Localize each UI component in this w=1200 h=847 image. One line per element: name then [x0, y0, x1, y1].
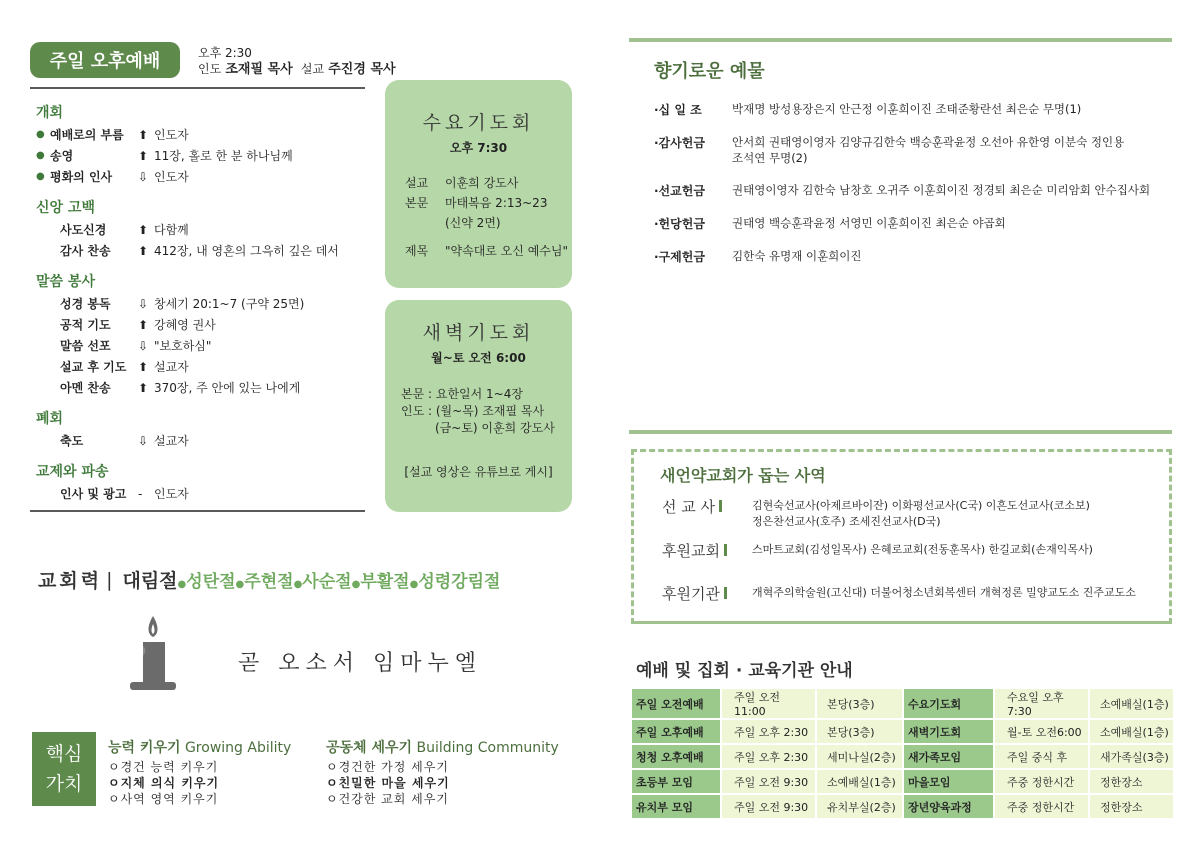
- guide-time: 주일 오전11:00: [722, 689, 815, 718]
- mission-label: [662, 496, 752, 530]
- guide-name: 장년양육과정: [904, 795, 993, 818]
- divider: [629, 38, 1172, 42]
- mission-row: [662, 583, 1162, 604]
- offering-row: [654, 182, 1174, 199]
- mission-label: [662, 540, 752, 561]
- stand-arrow-icon: ⬆: [138, 222, 149, 237]
- wednesday-row-value: 이훈희 강도사: [445, 176, 519, 190]
- wednesday-time: 오후 7:30: [449, 141, 508, 155]
- core-value-title-en: Growing Ability: [184, 740, 292, 756]
- order-item-name: 아멘 찬송: [60, 381, 111, 395]
- core-value-item: ㅇ지체 의식 키우기: [108, 776, 220, 790]
- offering-label: ·선교헌금: [654, 184, 705, 198]
- bar-marker: [719, 500, 722, 512]
- guide-row: [632, 745, 1173, 768]
- mission-label: [662, 583, 752, 604]
- core-value-item: ㅇ사역 영역 키우기: [108, 792, 219, 806]
- advent-phrase: 곧 오소서 임마누엘: [238, 651, 483, 676]
- order-item: [36, 335, 376, 356]
- dot-icon: ●: [351, 579, 361, 590]
- order-item-value: 370장, 주 안에 있는 나에게: [154, 381, 301, 395]
- guide-place: 세미나실(2층): [817, 745, 902, 768]
- guide-time: 수요일 오후7:30: [995, 689, 1088, 718]
- calendar-season: 주현절: [244, 572, 294, 592]
- order-item-value: "보호하심": [154, 339, 212, 353]
- order-item: [36, 166, 376, 187]
- guide-row: [632, 770, 1173, 793]
- core-values-groups: [108, 737, 586, 807]
- order-item: [36, 240, 376, 261]
- core-label-top: 핵심: [45, 743, 83, 765]
- guide-time: 주일 중식 후: [995, 745, 1088, 768]
- mission-label-text: 선 교 사: [662, 498, 716, 516]
- guide-name: 초등부 모임: [632, 770, 720, 793]
- stand-arrow-icon: ⬆: [138, 127, 149, 142]
- offering-names: 권태영이영자 김한숙 남창호 오귀주 이훈희이진 정경퇴 최은순 미리암회 안수집사회: [732, 183, 1151, 197]
- guide-time: 주일 오전 9:30: [722, 770, 815, 793]
- offering-names: 안서희 권태영이영자 김양규김한숙 백승훈곽윤정 오선아 유한영 이분숙 정인용 조석연 무명(2): [732, 135, 1125, 165]
- offering-row: [654, 215, 1174, 232]
- wednesday-title: 수요기도회: [422, 112, 535, 134]
- order-item-value: 강혜영 권사: [154, 318, 216, 332]
- guide-place: 본당(3층): [817, 720, 902, 743]
- guide-place: 정한장소: [1090, 795, 1173, 818]
- wednesday-box: [385, 80, 572, 288]
- sit-arrow-icon: ⇩: [138, 169, 149, 184]
- order-item-name: 감사 찬송: [60, 244, 111, 258]
- guide-place: 소예배실(1층): [817, 770, 902, 793]
- core-value-group: [326, 737, 586, 807]
- guide-table: [630, 687, 1175, 820]
- offerings-title: 향기로운 예물: [654, 61, 765, 82]
- calendar-season: 성탄절: [186, 572, 236, 592]
- offerings-list: [654, 101, 1174, 281]
- dot-icon: ●: [177, 579, 187, 590]
- offering-row: [654, 101, 1174, 118]
- order-item: [36, 219, 376, 240]
- guide-time: 주일 오후 2:30: [722, 745, 815, 768]
- core-value-item: ㅇ친밀한 마을 세우기: [326, 776, 450, 790]
- core-value-item: ㅇ건강한 교회 세우기: [326, 792, 449, 806]
- order-item: [36, 314, 376, 335]
- mission-line: 정은찬선교사(호주) 조세진선교사(D국): [752, 515, 941, 528]
- wednesday-row: [405, 174, 572, 194]
- divider: [30, 87, 365, 89]
- offering-names: 박재명 방성용장은지 안근정 이훈희이진 조태준황란선 최은순 무명(1): [732, 102, 1082, 116]
- order-item-name: 인사 및 광고: [60, 487, 127, 501]
- calendar-season: 부활절: [360, 572, 410, 592]
- wednesday-row: [405, 194, 572, 214]
- core-value-title: [108, 737, 326, 757]
- order-item: [36, 145, 376, 166]
- divider: [30, 510, 365, 512]
- stand-arrow-icon: ⬆: [138, 359, 149, 374]
- stand-arrow-icon: ⬆: [138, 243, 149, 258]
- core-value-title: [326, 737, 586, 757]
- guide-place: 정한장소: [1090, 770, 1173, 793]
- mission-line: 스마트교회(김성일목사) 은혜로교회(전동훈목사) 한길교회(손재익목사): [752, 543, 1093, 556]
- offering-label: ·십 일 조: [654, 103, 702, 117]
- order-item-name: 예배로의 부름: [50, 128, 124, 142]
- section-heading: 개회: [36, 105, 64, 121]
- guide-time: 주일 오후 2:30: [722, 720, 815, 743]
- sunday-pm-title: 주일 오후예배: [30, 42, 180, 78]
- guide-row: [632, 795, 1173, 818]
- core-value-item: ㅇ경건 능력 키우기: [108, 760, 219, 774]
- calendar-others: [178, 567, 501, 592]
- order-item-name: 공적 기도: [60, 318, 111, 332]
- order-item: [36, 124, 376, 145]
- core-values-label: [32, 732, 96, 806]
- dash-icon: -: [138, 486, 143, 501]
- guide-time: 주중 정한시간: [995, 770, 1088, 793]
- missions-title: 새언약교회가 돕는 사역: [660, 466, 826, 485]
- core-value-title-ko: 능력 키우기: [108, 740, 181, 756]
- order-item-value: 창세기 20:1~7 (구약 25면): [154, 297, 305, 311]
- offering-label: ·헌당헌금: [654, 217, 705, 231]
- sunday-pm-leaders: [198, 58, 396, 77]
- wednesday-row: [405, 242, 572, 262]
- divider: [629, 430, 1172, 434]
- wednesday-row-label: [405, 214, 445, 238]
- order-item-name: 송영: [50, 149, 74, 163]
- guide-name: 주일 오전예배: [632, 689, 720, 718]
- guide-time: 주일 오전 9:30: [722, 795, 815, 818]
- order-item-value: 다함께: [154, 223, 189, 237]
- dawn-line: (금~토) 이훈희 강도사: [435, 421, 555, 435]
- stand-arrow-icon: ⬆: [138, 148, 149, 163]
- sermon-name: 주진경 목사: [328, 62, 396, 77]
- mission-lines: [752, 540, 1093, 561]
- bar-marker: [724, 587, 727, 599]
- guide-name: 새가족모임: [904, 745, 993, 768]
- wednesday-row-label: 본문: [405, 196, 429, 210]
- section-heading: 말씀 봉사: [36, 274, 95, 290]
- mission-line: 개혁주의학술원(고신대) 더불어청소년회복센터 개혁정론 밀양교도소 진주교도소: [752, 586, 1136, 599]
- calendar-season: 사순절: [302, 572, 352, 592]
- calendar-label: 교회력: [38, 570, 103, 592]
- lead-label: 인도: [198, 62, 222, 76]
- wednesday-row-label: 설교: [405, 176, 429, 190]
- lead-name: 조재필 목사: [225, 62, 293, 77]
- dawn-time: 월~토 오전 6:00: [431, 351, 526, 365]
- church-calendar: 교회력 | 대림절 ●성탄절●주현절●사순절●부활절●성령강림절: [38, 566, 500, 593]
- order-item-value: 인도자: [154, 128, 189, 142]
- mission-label-text: 후원교회: [662, 542, 720, 560]
- wednesday-row: [405, 214, 572, 238]
- wednesday-row-value: (신약 2면): [445, 216, 501, 230]
- stand-arrow-icon: ⬆: [138, 380, 149, 395]
- guide-name: 새벽기도회: [904, 720, 993, 743]
- wednesday-row-value: "약속대로 오신 예수님": [445, 244, 568, 258]
- mission-row: [662, 540, 1162, 561]
- order-item-name: 성경 봉독: [60, 297, 111, 311]
- offering-label: ·구제헌금: [654, 250, 705, 264]
- guide-name: 마을모임: [904, 770, 993, 793]
- order-item: [36, 377, 376, 398]
- dawn-line: 본문 : 요한일서 1~4장: [401, 387, 523, 401]
- order-item-value: 인도자: [154, 487, 189, 501]
- order-item: [36, 356, 376, 377]
- section-heading: 신앙 고백: [36, 200, 95, 216]
- order-item: [36, 483, 376, 504]
- guide-place: 유치부실(2층): [817, 795, 902, 818]
- dawn-box: [385, 300, 572, 512]
- core-value-title-ko: 공동체 세우기: [326, 740, 413, 756]
- bullet-icon: ●: [36, 129, 45, 140]
- sunday-pm-time: 오후 2:30: [198, 46, 252, 60]
- wednesday-row-value: 마태복음 2:13~23: [445, 196, 548, 210]
- mission-lines: [752, 496, 1090, 530]
- order-item-value: 설교자: [154, 434, 189, 448]
- dot-icon: ●: [235, 579, 245, 590]
- offering-row: [654, 248, 1174, 265]
- dawn-line: 인도 : (월~목) 조재필 목사: [401, 404, 545, 418]
- order-item-name: 설교 후 기도: [60, 360, 127, 374]
- order-item-name: 사도신경: [60, 223, 107, 237]
- guide-title: 예배 및 집회 · 교육기관 안내: [636, 661, 853, 681]
- guide-place: 소예배실(1층): [1090, 689, 1173, 718]
- sermon-label: 설교: [300, 62, 325, 76]
- mission-label-text: 후원기관: [662, 585, 720, 603]
- missions-list: [662, 496, 1162, 626]
- mission-line: 김현숙선교사(아제르바이잔) 이화평선교사(C국) 이흔도선교사(코소보): [752, 499, 1090, 512]
- guide-time: 주중 정한시간: [995, 795, 1088, 818]
- offering-label: ·감사헌금: [654, 136, 705, 150]
- order-item: [36, 293, 376, 314]
- order-item-name: 평화의 인사: [50, 170, 113, 184]
- section-heading: 교제와 파송: [36, 464, 109, 480]
- guide-name: 주일 오후예배: [632, 720, 720, 743]
- sit-arrow-icon: ⇩: [138, 433, 149, 448]
- calendar-season: 성령강림절: [418, 572, 501, 592]
- dawn-title: 새벽기도회: [422, 322, 535, 344]
- offering-row: [654, 134, 1174, 166]
- order-item-value: 설교자: [154, 360, 189, 374]
- guide-name: 청청 오후예배: [632, 745, 720, 768]
- order-item-name: 축도: [60, 434, 84, 448]
- guide-row: [632, 720, 1173, 743]
- bullet-icon: ●: [36, 171, 45, 182]
- worship-order: [36, 100, 376, 504]
- dot-icon: ●: [409, 579, 419, 590]
- order-item-name: 말씀 선포: [60, 339, 111, 353]
- guide-row: [632, 689, 1173, 718]
- core-value-item: ㅇ경건한 가정 세우기: [326, 760, 449, 774]
- mission-lines: [752, 583, 1136, 604]
- stand-arrow-icon: ⬆: [138, 317, 149, 332]
- candle-icon: [126, 612, 180, 696]
- core-value-group: [108, 737, 326, 807]
- guide-name: 유치부 모임: [632, 795, 720, 818]
- wednesday-row-label: 제목: [405, 244, 429, 258]
- guide-place: 본당(3층): [817, 689, 902, 718]
- order-item-value: 11장, 홀로 한 분 하나님께: [154, 149, 293, 163]
- dawn-note: [설교 영상은 유튜브로 게시]: [404, 465, 553, 479]
- dot-icon: ●: [293, 579, 303, 590]
- calendar-current: 대림절: [122, 570, 178, 592]
- bullet-icon: ●: [36, 150, 45, 161]
- core-label-bottom: 가치: [45, 773, 83, 795]
- core-value-title-en: Building Community: [416, 740, 559, 756]
- offering-names: 권태영 백승훈곽윤정 서영민 이훈희이진 최은순 야곱회: [732, 216, 1006, 230]
- guide-place: 새가족실(3층): [1090, 745, 1173, 768]
- order-item-value: 412장, 내 영혼의 그윽히 깊은 데서: [154, 244, 339, 258]
- sit-arrow-icon: ⇩: [138, 338, 149, 353]
- guide-name: 수요기도회: [904, 689, 993, 718]
- order-item-value: 인도자: [154, 170, 189, 184]
- offering-names: 김한숙 유명재 이훈희이진: [732, 249, 862, 263]
- section-heading: 폐회: [36, 411, 64, 427]
- order-item: [36, 430, 376, 451]
- bar-marker: [724, 544, 727, 556]
- guide-place: 소예배실(1층): [1090, 720, 1173, 743]
- sit-arrow-icon: ⇩: [138, 296, 149, 311]
- wednesday-rows: [405, 174, 572, 262]
- mission-row: [662, 496, 1162, 530]
- guide-time: 월-토 오전6:00: [995, 720, 1088, 743]
